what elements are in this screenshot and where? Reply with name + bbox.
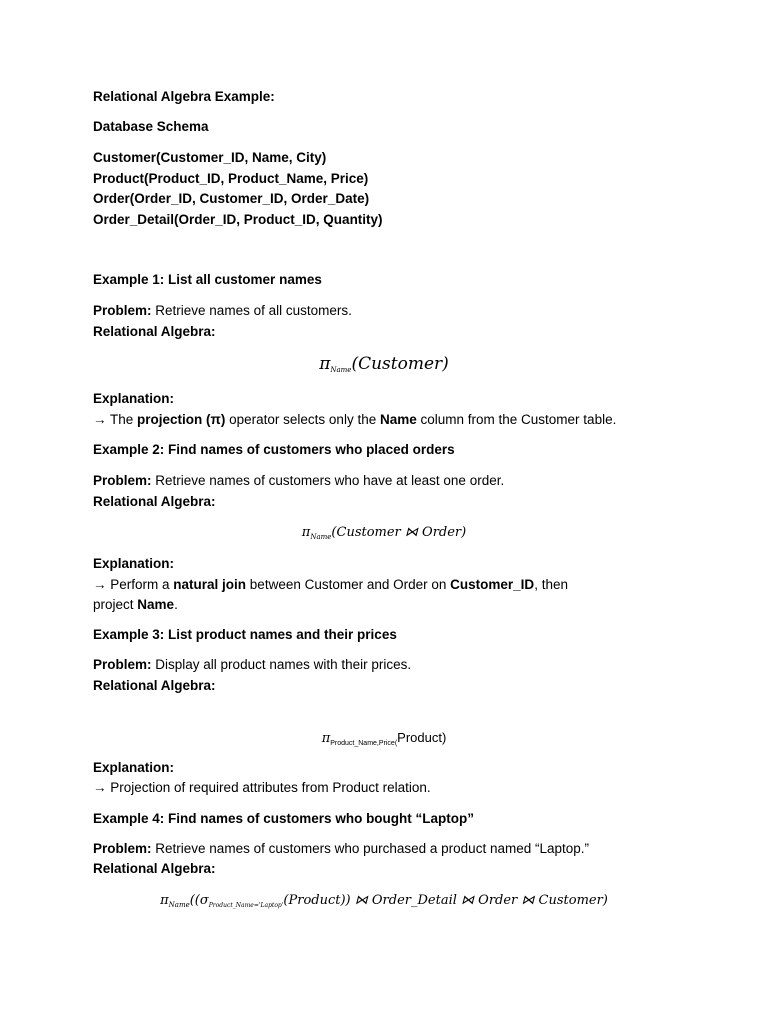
explanation-bold: Name [137, 597, 175, 612]
explanation-text: operator selects only the [225, 412, 380, 427]
schema-table-order-detail: Order_Detail(Order_ID, Product_ID, Quantity) [93, 212, 383, 227]
example-2-explanation [93, 577, 568, 593]
problem-text: Retrieve names of all customers. [155, 303, 352, 318]
explanation-bold: Name [379, 412, 417, 427]
example-3-expression [0, 729, 768, 753]
problem-label: Problem: [93, 841, 152, 856]
expression-subscript: Name [310, 533, 332, 541]
expression-subscript: Product_Name,Price( [330, 740, 398, 747]
problem-label: Problem: [93, 303, 152, 318]
example-4-expression [0, 892, 768, 915]
example-3-ra-label: Relational Algebra: [93, 678, 216, 693]
arrow-glyph: → [93, 577, 107, 592]
explanation-text: between Customer and Order on [246, 577, 451, 592]
example-4-problem [93, 841, 589, 857]
explanation-text: . [174, 597, 178, 612]
explanation-bold: projection (π) [137, 412, 226, 427]
example-2-explanation-line-2 [93, 597, 178, 613]
example-3-explanation-label: Explanation: [93, 760, 175, 775]
selection-open: ((σ [189, 893, 209, 908]
problem-label: Problem: [93, 473, 152, 488]
expression-body: Product) [397, 730, 447, 745]
example-3-heading: Example 3: List product names and their prices [93, 627, 397, 642]
explanation-text: The [106, 412, 138, 427]
explanation-bold: Customer_ID [450, 577, 535, 592]
explanation-text: Projection of required attributes from Product relation. [106, 780, 431, 795]
arrow-glyph: → [93, 780, 107, 795]
example-2-explanation-label: Explanation: [93, 556, 175, 571]
expression-body: (Customer) [351, 354, 449, 374]
example-3-explanation [93, 780, 431, 796]
expression-subscript: Name [168, 901, 190, 909]
explanation-text: , then [534, 577, 568, 592]
projection-symbol: π [321, 731, 331, 746]
explanation-text: project [93, 597, 138, 612]
explanation-text: column from the Customer table. [416, 412, 617, 427]
example-2-heading: Example 2: Find names of customers who placed orders [93, 442, 455, 457]
problem-text: Retrieve names of customers who purchased a product named “Laptop.” [155, 841, 590, 856]
problem-label: Problem: [93, 657, 152, 672]
projection-symbol: π [301, 525, 311, 540]
problem-text: Display all product names with their prices. [155, 657, 412, 672]
selection-condition: Product_Name='Laptop' [208, 902, 284, 909]
expression-body: (Product)) ⋈ Order_Detail ⋈ Order ⋈ Customer) [283, 893, 608, 908]
example-2-problem [93, 473, 504, 489]
example-4-heading: Example 4: Find names of customers who bought “Laptop” [93, 811, 475, 826]
schema-table-product: Product(Product_ID, Product_Name, Price) [93, 171, 369, 186]
example-2-ra-label: Relational Algebra: [93, 494, 216, 509]
explanation-bold: natural join [173, 577, 247, 592]
expression-body: (Customer ⋈ Order) [331, 525, 467, 540]
example-1-heading: Example 1: List all customer names [93, 272, 322, 287]
projection-symbol: π [319, 354, 331, 374]
example-3-problem [93, 657, 411, 673]
explanation-text: Perform a [106, 577, 174, 592]
example-1-expression [0, 353, 768, 381]
schema-table-order: Order(Order_ID, Customer_ID, Order_Date) [93, 191, 370, 206]
projection-symbol: π [160, 893, 169, 908]
example-1-explanation-label: Explanation: [93, 391, 175, 406]
schema-heading: Database Schema [93, 119, 209, 134]
example-2-expression [0, 524, 768, 546]
document-title: Relational Algebra Example: [93, 89, 275, 104]
example-1-problem [93, 303, 352, 319]
example-1-explanation [93, 412, 616, 428]
example-1-ra-label: Relational Algebra: [93, 324, 216, 339]
example-4-ra-label: Relational Algebra: [93, 861, 216, 876]
arrow-glyph: → [93, 412, 107, 427]
schema-table-customer: Customer(Customer_ID, Name, City) [93, 150, 327, 165]
expression-subscript: Name [330, 366, 352, 374]
problem-text: Retrieve names of customers who have at least one order. [155, 473, 505, 488]
